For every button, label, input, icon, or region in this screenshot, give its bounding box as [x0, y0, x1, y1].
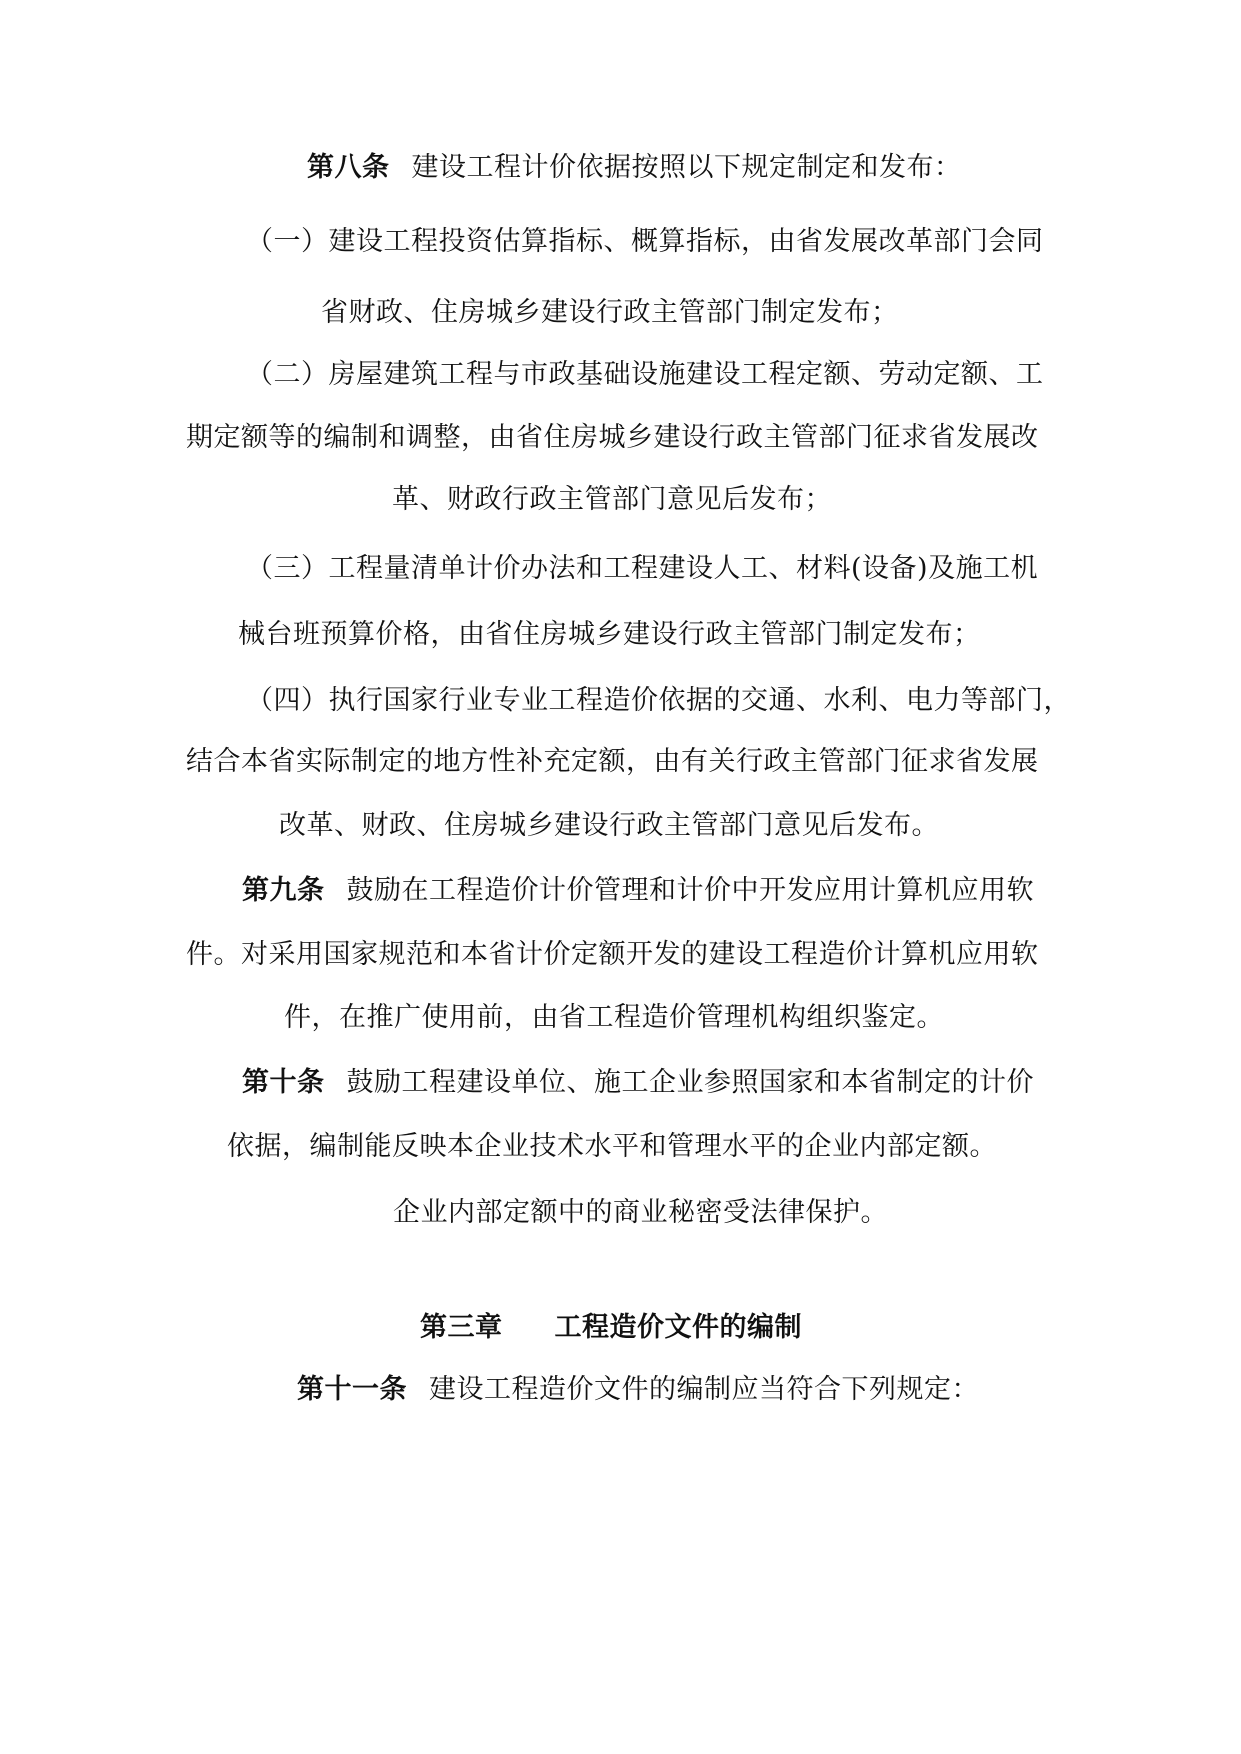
article-8-item-3-line-2: 械台班预算价格，由省住房城乡建设行政主管部门制定发布； [238, 619, 981, 650]
article-8-item-4-line-3: 改革、财政、住房城乡建设行政主管部门意见后发布。 [279, 810, 939, 841]
article-8-item-1-line-1: （一）建设工程投资估算指标、概算指标，由省发展改革部门会同 [246, 226, 1044, 257]
article-11-label: 第十一条 [297, 1374, 407, 1405]
chapter-3-title: 工程造价文件的编制 [554, 1312, 802, 1343]
article-9-line-3: 件，在推广使用前，由省工程造价管理机构组织鉴定。 [284, 1002, 944, 1033]
article-10-label: 第十条 [242, 1067, 325, 1098]
article-8-item-3-line-1: （三）工程量清单计价办法和工程建设人工、材料(设备)及施工机 [246, 553, 1039, 584]
article-8-item-2-line-2: 期定额等的编制和调整，由省住房城乡建设行政主管部门征求省发展改 [186, 422, 1039, 453]
article-9-line-2: 件。对采用国家规范和本省计价定额开发的建设工程造价计算机应用软 [186, 939, 1039, 970]
article-10-line-2: 依据，编制能反映本企业技术水平和管理水平的企业内部定额。 [227, 1131, 997, 1162]
article-8-item-2-line-1: （二）房屋建筑工程与市政基础设施建设工程定额、劳动定额、工 [246, 359, 1044, 390]
article-11-heading-line [0, 1370, 1241, 1410]
article-10-text: 鼓励工程建设单位、施工企业参照国家和本省制定的计价 [346, 1067, 1034, 1098]
article-8-item-2-line-3: 革、财政行政主管部门意见后发布； [392, 484, 832, 515]
article-8-item-1-line-2: 省财政、住房城乡建设行政主管部门制定发布； [321, 297, 899, 328]
article-8-item-4-line-2: 结合本省实际制定的地方性补充定额，由有关行政主管部门征求省发展 [186, 746, 1039, 777]
chapter-3-number: 第三章 [420, 1312, 503, 1343]
article-9-text: 鼓励在工程造价计价管理和计价中开发应用计算机应用软 [346, 875, 1034, 906]
article-8-item-4-line-1: （四）执行国家行业专业工程造价依据的交通、水利、电力等部门， [246, 685, 1071, 716]
article-11-text: 建设工程造价文件的编制应当符合下列规定： [429, 1374, 979, 1405]
chapter-3-heading [0, 1308, 1241, 1348]
article-10-heading-line [0, 1063, 1241, 1103]
article-8-text: 建设工程计价依据按照以下规定制定和发布： [411, 152, 962, 183]
article-8-heading-line [0, 148, 1241, 188]
article-8-label: 第八条 [307, 152, 390, 183]
article-9-heading-line [0, 871, 1241, 911]
article-9-label: 第九条 [242, 875, 325, 906]
article-10-line-3: 企业内部定额中的商业秘密受法律保护。 [393, 1197, 888, 1228]
